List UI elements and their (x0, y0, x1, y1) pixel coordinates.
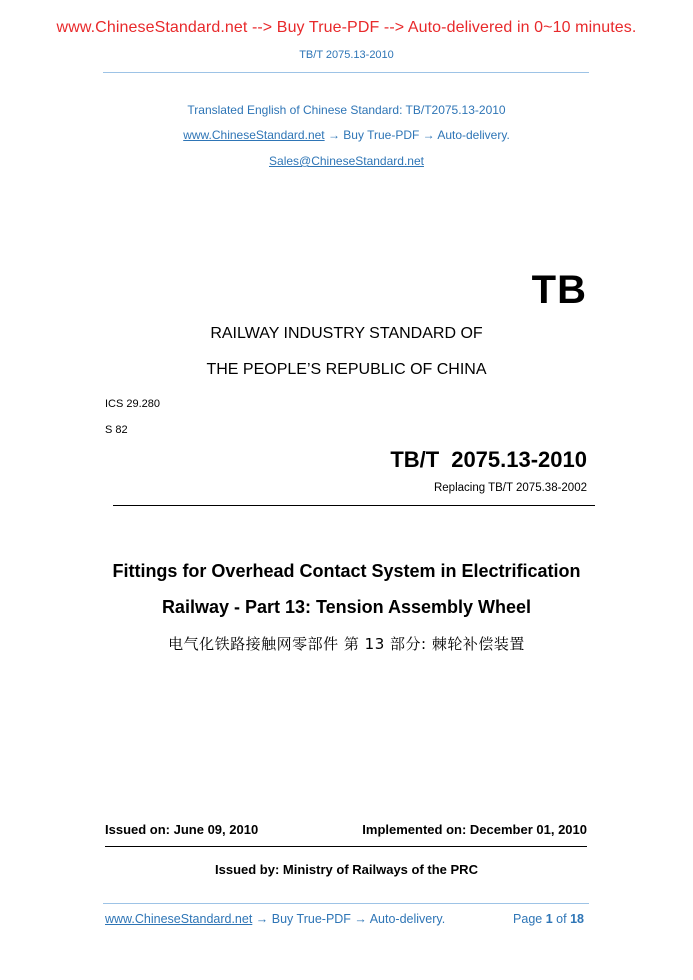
title-divider (113, 505, 595, 506)
tb-logo: TB (531, 268, 587, 312)
footer-promo (105, 912, 445, 926)
ccs-code: S 82 (105, 424, 128, 436)
standard-type-line2: THE PEOPLE’S REPUBLIC OF CHINA (206, 361, 487, 378)
header-standard-code: TB/T 2075.13-2010 (299, 49, 394, 61)
issuer: Issued by: Ministry of Railways of the PRC (215, 862, 478, 877)
title-en-line2: Railway - Part 13: Tension Assembly Wheel (161, 597, 532, 617)
replacing-note: Replacing TB/T 2075.38-2002 (433, 482, 587, 494)
translated-notice: Translated English of Chinese Standard: TB/T2075.13-2010 (187, 103, 506, 117)
promo-line (0, 128, 693, 142)
page-label: Page (513, 912, 543, 926)
implemented-date: Implemented on: December 01, 2010 (362, 822, 587, 837)
page-total: 18 (570, 912, 584, 926)
ics-code: ICS 29.280 (105, 398, 161, 410)
page-current: 1 (545, 912, 553, 926)
page-of: of (556, 912, 567, 926)
email-link[interactable]: Sales@ChineseStandard.net (269, 154, 424, 168)
email-line (0, 154, 693, 168)
title-cn: 电气化铁路接触网零部件 第 13 部分: 棘轮补偿装置 (168, 635, 525, 653)
top-banner[interactable]: www.ChineseStandard.net --> Buy True-PDF --> Auto-delivered in 0~10 minutes. (56, 19, 637, 36)
footer-divider (103, 903, 589, 904)
standard-prefix: TB/T (390, 447, 440, 472)
issued-date: Issued on: June 09, 2010 (105, 822, 259, 837)
dates-divider (105, 846, 587, 847)
title-en-line1: Fittings for Overhead Contact System in Electrification (112, 561, 581, 581)
promo-line-rest: → Buy True-PDF → Auto-delivery. (324, 128, 510, 142)
standard-code: 2075.13-2010 (451, 447, 587, 472)
footer-site-link[interactable]: www.ChineseStandard.net (105, 912, 253, 926)
standard-number (390, 447, 587, 473)
standard-type-line1: RAILWAY INDUSTRY STANDARD OF (210, 325, 483, 342)
footer-promo-rest: → Buy True-PDF → Auto-delivery. (252, 912, 446, 926)
page-indicator (513, 912, 584, 926)
header-divider (103, 72, 589, 73)
site-link[interactable]: www.ChineseStandard.net (183, 128, 325, 142)
